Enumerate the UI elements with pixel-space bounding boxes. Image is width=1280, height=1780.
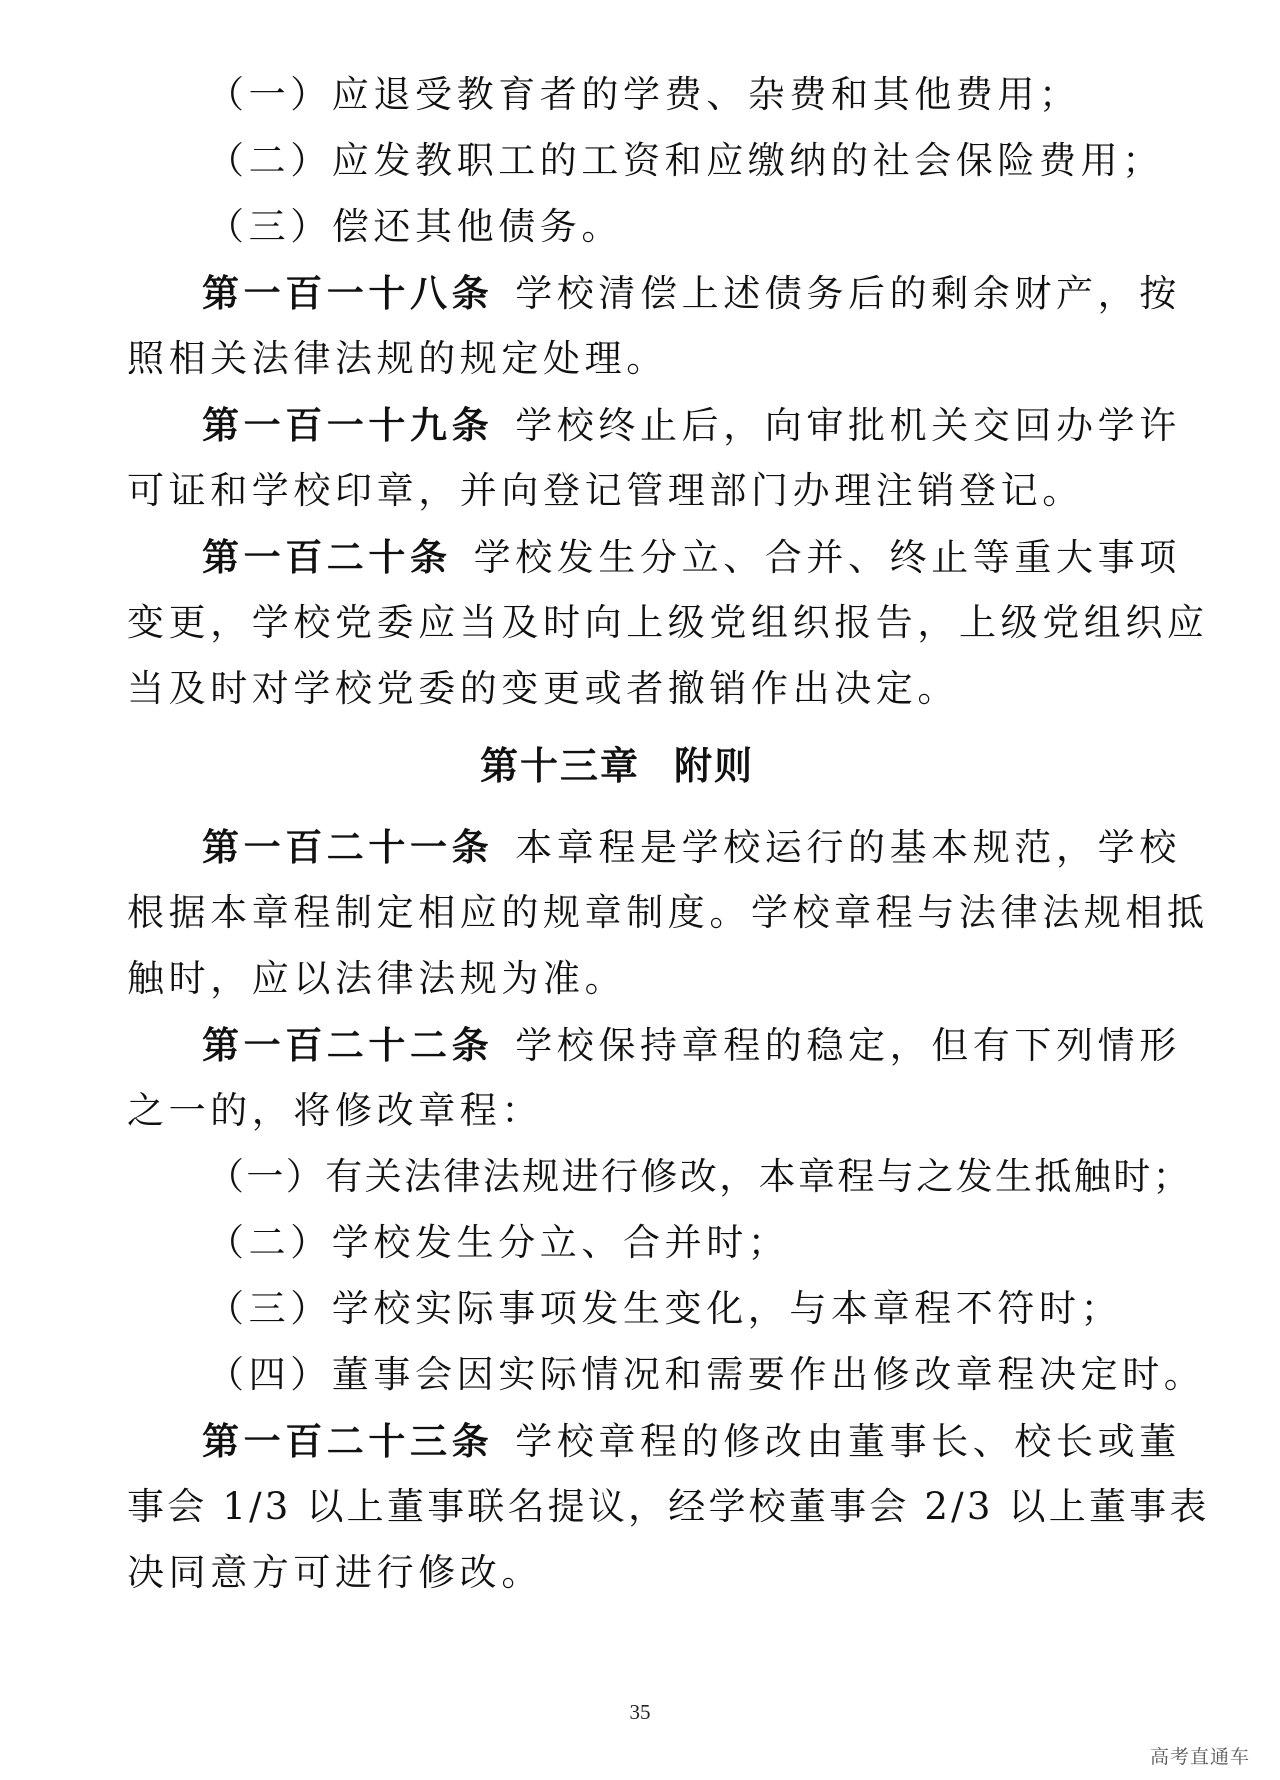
chapter-number: 第十三章 [479,743,640,788]
article-text: 学校清偿上述债务后的剩余财产，按 [515,272,1181,315]
article-number: 第一百二十条 [202,535,452,579]
article-text: 决同意方可进行修改。 [127,1551,543,1594]
article-text: 变更，学校党委应当及时向上级党组织报告，上级党组织应 [127,601,1209,644]
list-item: （三）学校实际事项发生变化，与本章程不符时； [207,1287,1123,1330]
chapter-title: 附则 [674,743,755,788]
article-number: 第一百一十九条 [202,403,494,447]
article-text: 本章程是学校运行的基本规范，学校 [515,826,1181,869]
article-text: 触时，应以法律法规为准。 [127,957,627,1000]
article-123 [127,1408,1181,1474]
list-item: （三）偿还其他债务。 [207,205,623,248]
article-text: 根据本章程制定相应的规章制度。学校章程与法律法规相抵 [127,891,1209,934]
article-121 [127,814,1181,880]
list-item: （一）应退受教育者的学费、杂费和其他费用； [207,73,1081,116]
article-118 [127,260,1181,326]
article-120 [127,524,1181,590]
article-text: 学校保持章程的稳定，但有下列情形 [515,1024,1181,1067]
list-item: （二）学校发生分立、合并时； [207,1221,790,1264]
article-text: 学校章程的修改由董事长、校长或董 [515,1420,1181,1463]
list-item: （二）应发教职工的工资和应缴纳的社会保险费用； [207,139,1164,182]
document-body [127,62,1210,1606]
page-number: 35 [629,1700,651,1724]
list-item: （四）董事会因实际情况和需要作出修改章程决定时。 [207,1353,1206,1396]
article-text: 可证和学校印章，并向登记管理部门办理注销登记。 [127,469,1084,512]
watermark: 高考直通车 [1149,1746,1250,1768]
article-text: 照相关法律法规的规定处理。 [127,337,668,380]
article-number: 第一百二十一条 [202,825,494,869]
article-number: 第一百二十三条 [202,1419,494,1463]
article-119 [127,392,1181,458]
article-text: 学校终止后，向审批机关交回办学许 [515,404,1181,447]
article-122 [127,1012,1181,1078]
article-number: 第一百一十八条 [202,271,494,315]
article-number: 第一百二十二条 [202,1023,494,1067]
article-text: 学校发生分立、合并、终止等重大事项 [473,536,1181,579]
article-text: 事会 1/3 以上董事联名提议，经学校董事会 2/3 以上董事表 [127,1485,1210,1528]
article-text: 之一的，将修改章程： [127,1089,543,1132]
chapter-heading [127,726,1127,806]
list-item: （一）有关法律法规进行修改，本章程与之发生抵触时； [207,1155,1192,1198]
article-text: 当及时对学校党委的变更或者撤销作出决定。 [127,667,959,710]
